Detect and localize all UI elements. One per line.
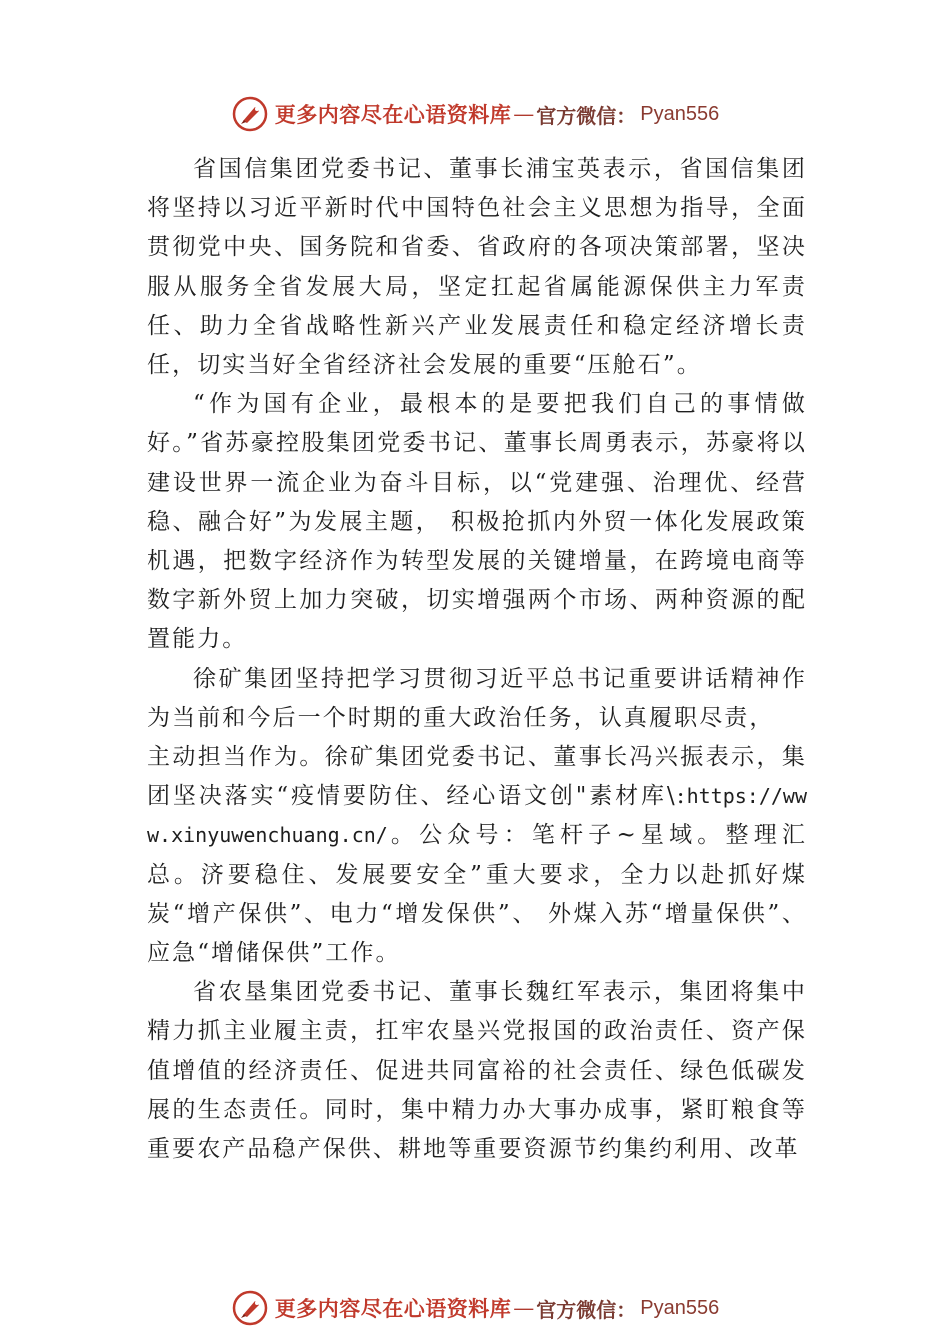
pen-nib-logo-icon <box>231 1289 269 1327</box>
footer-banner <box>0 1288 950 1328</box>
paragraph-xukuang-part-a: 徐矿集团坚持把学习贯彻习近平总书记重要讲话精神作为当前和今后一个时期的重大政治任务，认真履职尽责， <box>147 665 807 731</box>
banner-dash: — <box>513 102 535 126</box>
paragraph-xukuang-part-c: 。公众号：笔杆子~星域。整理汇总。济要稳住、发展要安全”重大要求，全力以赴抓好煤炭“增产保供”、电力“增发保供”、 外煤入苏“增量保供”、应急“增储保供”工作。 <box>147 822 807 967</box>
paragraph-suhao: “作为国有企业，最根本的是要把我们自己的事情做好。”省苏豪控股集团党委书记、董事长周勇表示，苏豪将以建设世界一流企业为奋斗目标，以“党建强、治理优、经营稳、融合好”为发展主题， 积极抢抓内外贸一体化发展政策机遇，把数字经济作为转型发展的关键增量，在跨境电商等数字新外贸上加力突破，切实增强两个市场、两种资源的配置能力。 <box>147 391 807 653</box>
paragraph-guoxin: 省国信集团党委书记、董事长浦宝英表示，省国信集团将坚持以习近平新时代中国特色社会主义思想为指导，全面贯彻党中央、国务院和省委、省政府的各项决策部署，坚决服从服务全省发展大局，坚定扛起省属能源保供主力军责任、助力全省战略性新兴产业发展责任和稳定经济增长责任，切实当好全省经济社会发展的重要“压舱石”。 <box>147 156 807 379</box>
banner-wechat-id: Pyan556 <box>640 1296 720 1319</box>
source-url: https://www.xinyuwenchuang.cn/ <box>147 784 807 848</box>
paragraph-xukuang-part-b: 主动担当作为。徐矿集团党委书记、董事长冯兴振表示，集团坚决落实“疫情要防住、经心语文创"素材库\: <box>147 744 807 810</box>
banner-subtitle: 官方微信： <box>536 1297 637 1322</box>
banner-dash: — <box>513 1296 535 1320</box>
banner-wechat-id: Pyan556 <box>640 102 720 125</box>
header-banner <box>0 94 950 134</box>
banner-subtitle: 官方微信： <box>536 103 637 128</box>
paragraph-nongken: 省农垦集团党委书记、董事长魏红军表示，集团将集中精力抓主业履主责，扛牢农垦兴党报国的政治责任、资产保值增值的经济责任、促进共同富裕的社会责任、绿色低碳发展的生态责任。同时，集中精力办大事办成事，紧盯粮食等重要农产品稳产保供、耕地等重要资源节约集约利用、改革 <box>147 979 807 1163</box>
pen-nib-logo-icon <box>231 95 269 133</box>
banner-title: 更多内容尽在心语资料库 <box>274 102 512 127</box>
banner-title: 更多内容尽在心语资料库 <box>274 1296 512 1321</box>
article-body <box>147 150 807 1169</box>
paragraph-xukuang <box>147 660 807 974</box>
